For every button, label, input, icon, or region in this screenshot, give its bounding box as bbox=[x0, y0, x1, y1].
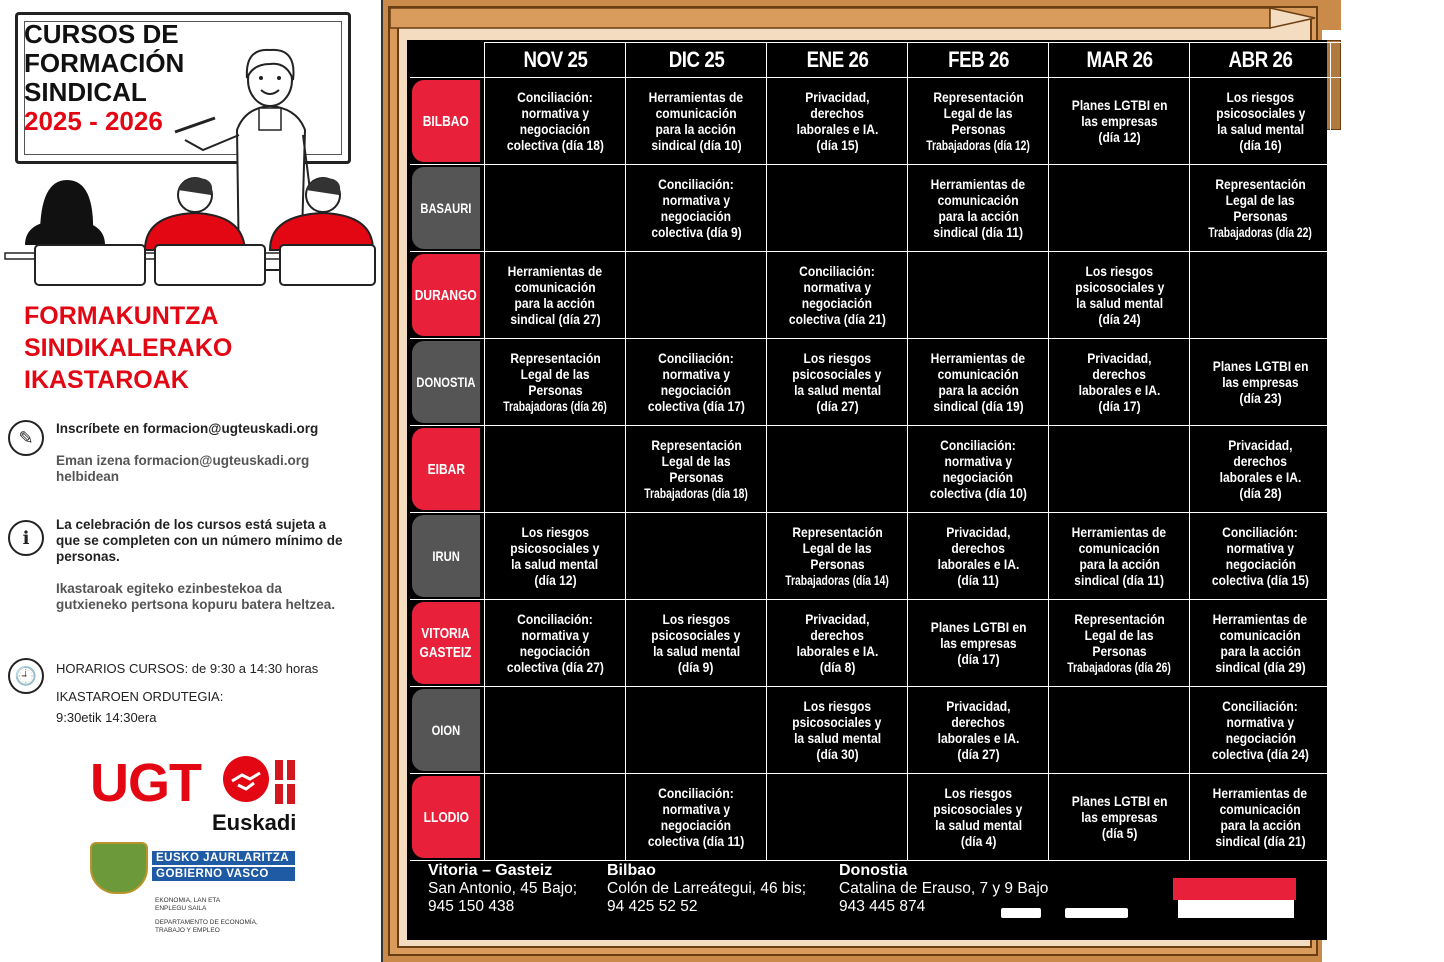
course-cell: Planes LGTBI en las empresas (día 17) bbox=[908, 600, 1049, 687]
empty-cell bbox=[1331, 426, 1443, 513]
empty-cell bbox=[485, 426, 626, 513]
empty-cell bbox=[1331, 165, 1443, 252]
course-cell: Gestión laboral: nóminas y contratos (día 6) bbox=[1331, 78, 1443, 165]
table-row bbox=[410, 252, 1443, 339]
city-label: DONOSTIA bbox=[412, 341, 480, 423]
signup-text-eu: Eman izena formacion@ugteuskadi.org helbidean bbox=[56, 453, 310, 484]
month-header: ABR 26 bbox=[1200, 43, 1320, 78]
course-cell: Los riesgos psicosociales y la salud mental (día 12) bbox=[485, 513, 626, 600]
info-icon: ℹ bbox=[8, 520, 44, 556]
month-header: ENE 26 bbox=[777, 43, 897, 78]
basque-government-logo: EUSKO JAURLARITZA GOBIERNO VASCO bbox=[152, 851, 295, 883]
empty-cell bbox=[626, 513, 767, 600]
course-cell: Conciliación: normativa y negociación colectiva (día 24) bbox=[1190, 687, 1331, 774]
month-header: MAY 26 bbox=[1339, 43, 1434, 78]
city-label: VITORIA GASTEIZ bbox=[412, 602, 480, 684]
course-cell: Representación Legal de las Personas Trabajadoras (día 12) bbox=[908, 78, 1049, 165]
empty-cell bbox=[1190, 252, 1331, 339]
department-eu: EKONOMIA, LAN ETA ENPLEGU SAILA bbox=[155, 897, 221, 912]
eraser-base bbox=[1178, 900, 1294, 918]
table-row bbox=[410, 600, 1443, 687]
empty-cell bbox=[485, 687, 626, 774]
course-cell: Gestión laboral: nóminas y contratos (día 20) bbox=[1331, 600, 1443, 687]
table-row bbox=[410, 774, 1443, 861]
empty-cell bbox=[908, 252, 1049, 339]
empty-cell bbox=[1049, 426, 1190, 513]
table-row bbox=[410, 687, 1443, 774]
empty-cell bbox=[767, 426, 908, 513]
course-cell: Los riesgos psicosociales y la salud mental (día 4) bbox=[908, 774, 1049, 861]
table-row bbox=[410, 339, 1443, 426]
empty-cell bbox=[626, 687, 767, 774]
title-years: 2025 - 2026 bbox=[24, 106, 163, 136]
course-cell: Conciliación: normativa y negociación colectiva (día 18) bbox=[485, 78, 626, 165]
office-donostia: Donostia Catalina de Erauso, 7 y 9 Bajo 943 445 874 bbox=[839, 862, 1049, 915]
course-cell: Conciliación: normativa y negociación colectiva (día 15) bbox=[1190, 513, 1331, 600]
course-cell: Representación Legal de las Personas Trabajadoras (día 18) bbox=[626, 426, 767, 513]
table-row bbox=[410, 78, 1443, 165]
chalk-icon bbox=[1001, 908, 1041, 918]
clock-icon: 🕘 bbox=[8, 658, 44, 694]
hours-text: HORARIOS CURSOS: de 9:30 a 14:30 horas IKASTAROEN ORDUTEGIA: 9:30etik 14:30era bbox=[56, 661, 319, 725]
page-title: CURSOS DE FORMACIÓN SINDICAL 2025 - 2026 bbox=[24, 19, 185, 136]
signup-text: Inscríbete en formacion@ugteuskadi.org bbox=[56, 421, 319, 436]
form-icon: ✎ bbox=[8, 420, 44, 456]
course-cell: Los riesgos psicosociales y la salud mental (día 30) bbox=[767, 687, 908, 774]
office-vitoria: Vitoria – Gasteiz San Antonio, 45 Bajo; 945 150 438 bbox=[428, 862, 578, 915]
course-cell: Planes LGTBI en las empresas (día 23) bbox=[1190, 339, 1331, 426]
basque-flag-icon bbox=[275, 760, 295, 804]
course-cell: Privacidad, derechos laborales e IA. (día 28) bbox=[1190, 426, 1331, 513]
course-cell: Privacidad, derechos laborales e IA. (día 27) bbox=[908, 687, 1049, 774]
city-label: LLODIO bbox=[412, 776, 480, 858]
month-header: MAR 26 bbox=[1059, 43, 1179, 78]
pencil-icon bbox=[390, 5, 1320, 31]
left-panel bbox=[0, 0, 383, 962]
course-cell: Los riesgos psicosociales y la salud mental (día 16) bbox=[1190, 78, 1331, 165]
course-cell: Herramientas de comunicación para la acción sindical (día 11) bbox=[1049, 513, 1190, 600]
empty-cell bbox=[485, 165, 626, 252]
course-cell: Los riesgos psicosociales y la salud mental (día 24) bbox=[1049, 252, 1190, 339]
course-cell: Herramientas de comunicación para la acción sindical (día 21) bbox=[1190, 774, 1331, 861]
city-label: EIBAR bbox=[412, 428, 480, 510]
city-label: DURANGO bbox=[412, 254, 480, 336]
notice-text-eu: Ikastaroak egiteko ezinbestekoa da gutxieneko pertsona kopuru batera heltzea. bbox=[56, 581, 336, 612]
empty-cell bbox=[1331, 774, 1443, 861]
city-label: IRUN bbox=[412, 515, 480, 597]
students-illustration bbox=[5, 175, 375, 290]
course-cell: Privacidad, derechos laborales e IA. (día 15) bbox=[767, 78, 908, 165]
course-cell: Representación Legal de las Personas Trabajadoras (día 22) bbox=[1190, 165, 1331, 252]
course-cell: Representación Legal de las Personas Trabajadoras (día 14) bbox=[767, 513, 908, 600]
course-cell: Los riesgos psicosociales y la salud mental (día 27) bbox=[767, 339, 908, 426]
month-header: FEB 26 bbox=[918, 43, 1038, 78]
course-cell: Privacidad, derechos laborales e IA. (día 11) bbox=[908, 513, 1049, 600]
empty-cell bbox=[1331, 513, 1443, 600]
course-cell: Gestión laboral: nóminas y contratos (día 13) bbox=[1331, 339, 1443, 426]
handshake-icon bbox=[222, 755, 270, 803]
month-header: DIC 25 bbox=[636, 43, 756, 78]
city-label: BILBAO bbox=[412, 80, 480, 162]
empty-cell bbox=[485, 774, 626, 861]
course-cell: Herramientas de comunicación para la acción sindical (día 19) bbox=[908, 339, 1049, 426]
empty-cell bbox=[626, 252, 767, 339]
course-cell: Privacidad, derechos laborales e IA. (día 17) bbox=[1049, 339, 1190, 426]
course-cell: Planes LGTBI en las empresas (día 14) bbox=[1331, 252, 1443, 339]
course-cell: Los riesgos psicosociales y la salud mental (día 9) bbox=[626, 600, 767, 687]
empty-cell bbox=[1049, 687, 1190, 774]
course-cell: Conciliación: normativa y negociación colectiva (día 27) bbox=[485, 600, 626, 687]
city-label: BASAURI bbox=[412, 167, 480, 249]
ugt-logo: UGT bbox=[90, 753, 201, 813]
course-cell: Herramientas de comunicación para la acción sindical (día 27) bbox=[485, 252, 626, 339]
course-cell: Conciliación: normativa y negociación colectiva (día 10) bbox=[908, 426, 1049, 513]
basque-government-shield-icon bbox=[90, 842, 148, 894]
course-cell: Representación Legal de las Personas Trabajadoras (día 26) bbox=[485, 339, 626, 426]
course-cell: Conciliación: normativa y negociación colectiva (día 21) bbox=[767, 252, 908, 339]
office-bilbao: Bilbao Colón de Larreátegui, 46 bis; 94 425 52 52 bbox=[607, 862, 807, 915]
course-cell: Conciliación: normativa y negociación colectiva (día 11) bbox=[626, 774, 767, 861]
empty-cell bbox=[1331, 687, 1443, 774]
course-cell: Conciliación: normativa y negociación colectiva (día 17) bbox=[626, 339, 767, 426]
course-calendar bbox=[410, 42, 1444, 861]
course-cell: Privacidad, derechos laborales e IA. (día 8) bbox=[767, 600, 908, 687]
ugt-region: Euskadi bbox=[212, 810, 297, 835]
department-es: DEPARTAMENTO DE ECONOMÍA, TRABAJO Y EMPLEO bbox=[155, 919, 258, 934]
course-cell: Planes LGTBI en las empresas (día 5) bbox=[1049, 774, 1190, 861]
table-row bbox=[410, 426, 1443, 513]
empty-cell bbox=[1049, 165, 1190, 252]
empty-cell bbox=[767, 774, 908, 861]
basque-title: FORMAKUNTZA SINDIKALERAKO IKASTAROAK bbox=[24, 302, 233, 394]
course-cell: Herramientas de comunicación para la acción sindical (día 10) bbox=[626, 78, 767, 165]
course-cell: Herramientas de comunicación para la acción sindical (día 29) bbox=[1190, 600, 1331, 687]
table-row bbox=[410, 165, 1443, 252]
chalk-icon bbox=[1065, 908, 1128, 918]
table-row bbox=[410, 513, 1443, 600]
course-cell: Conciliación: normativa y negociación colectiva (día 9) bbox=[626, 165, 767, 252]
course-cell: Representación Legal de las Personas Trabajadoras (día 26) bbox=[1049, 600, 1190, 687]
month-header: NOV 25 bbox=[495, 43, 615, 78]
empty-cell bbox=[767, 165, 908, 252]
city-label: OION bbox=[412, 689, 480, 771]
course-cell: Planes LGTBI en las empresas (día 12) bbox=[1049, 78, 1190, 165]
notice-text: La celebración de los cursos está sujeta a que se completen con un número mínimo de personas. bbox=[56, 517, 343, 564]
eraser-icon bbox=[1173, 878, 1296, 900]
course-cell: Herramientas de comunicación para la acción sindical (día 11) bbox=[908, 165, 1049, 252]
